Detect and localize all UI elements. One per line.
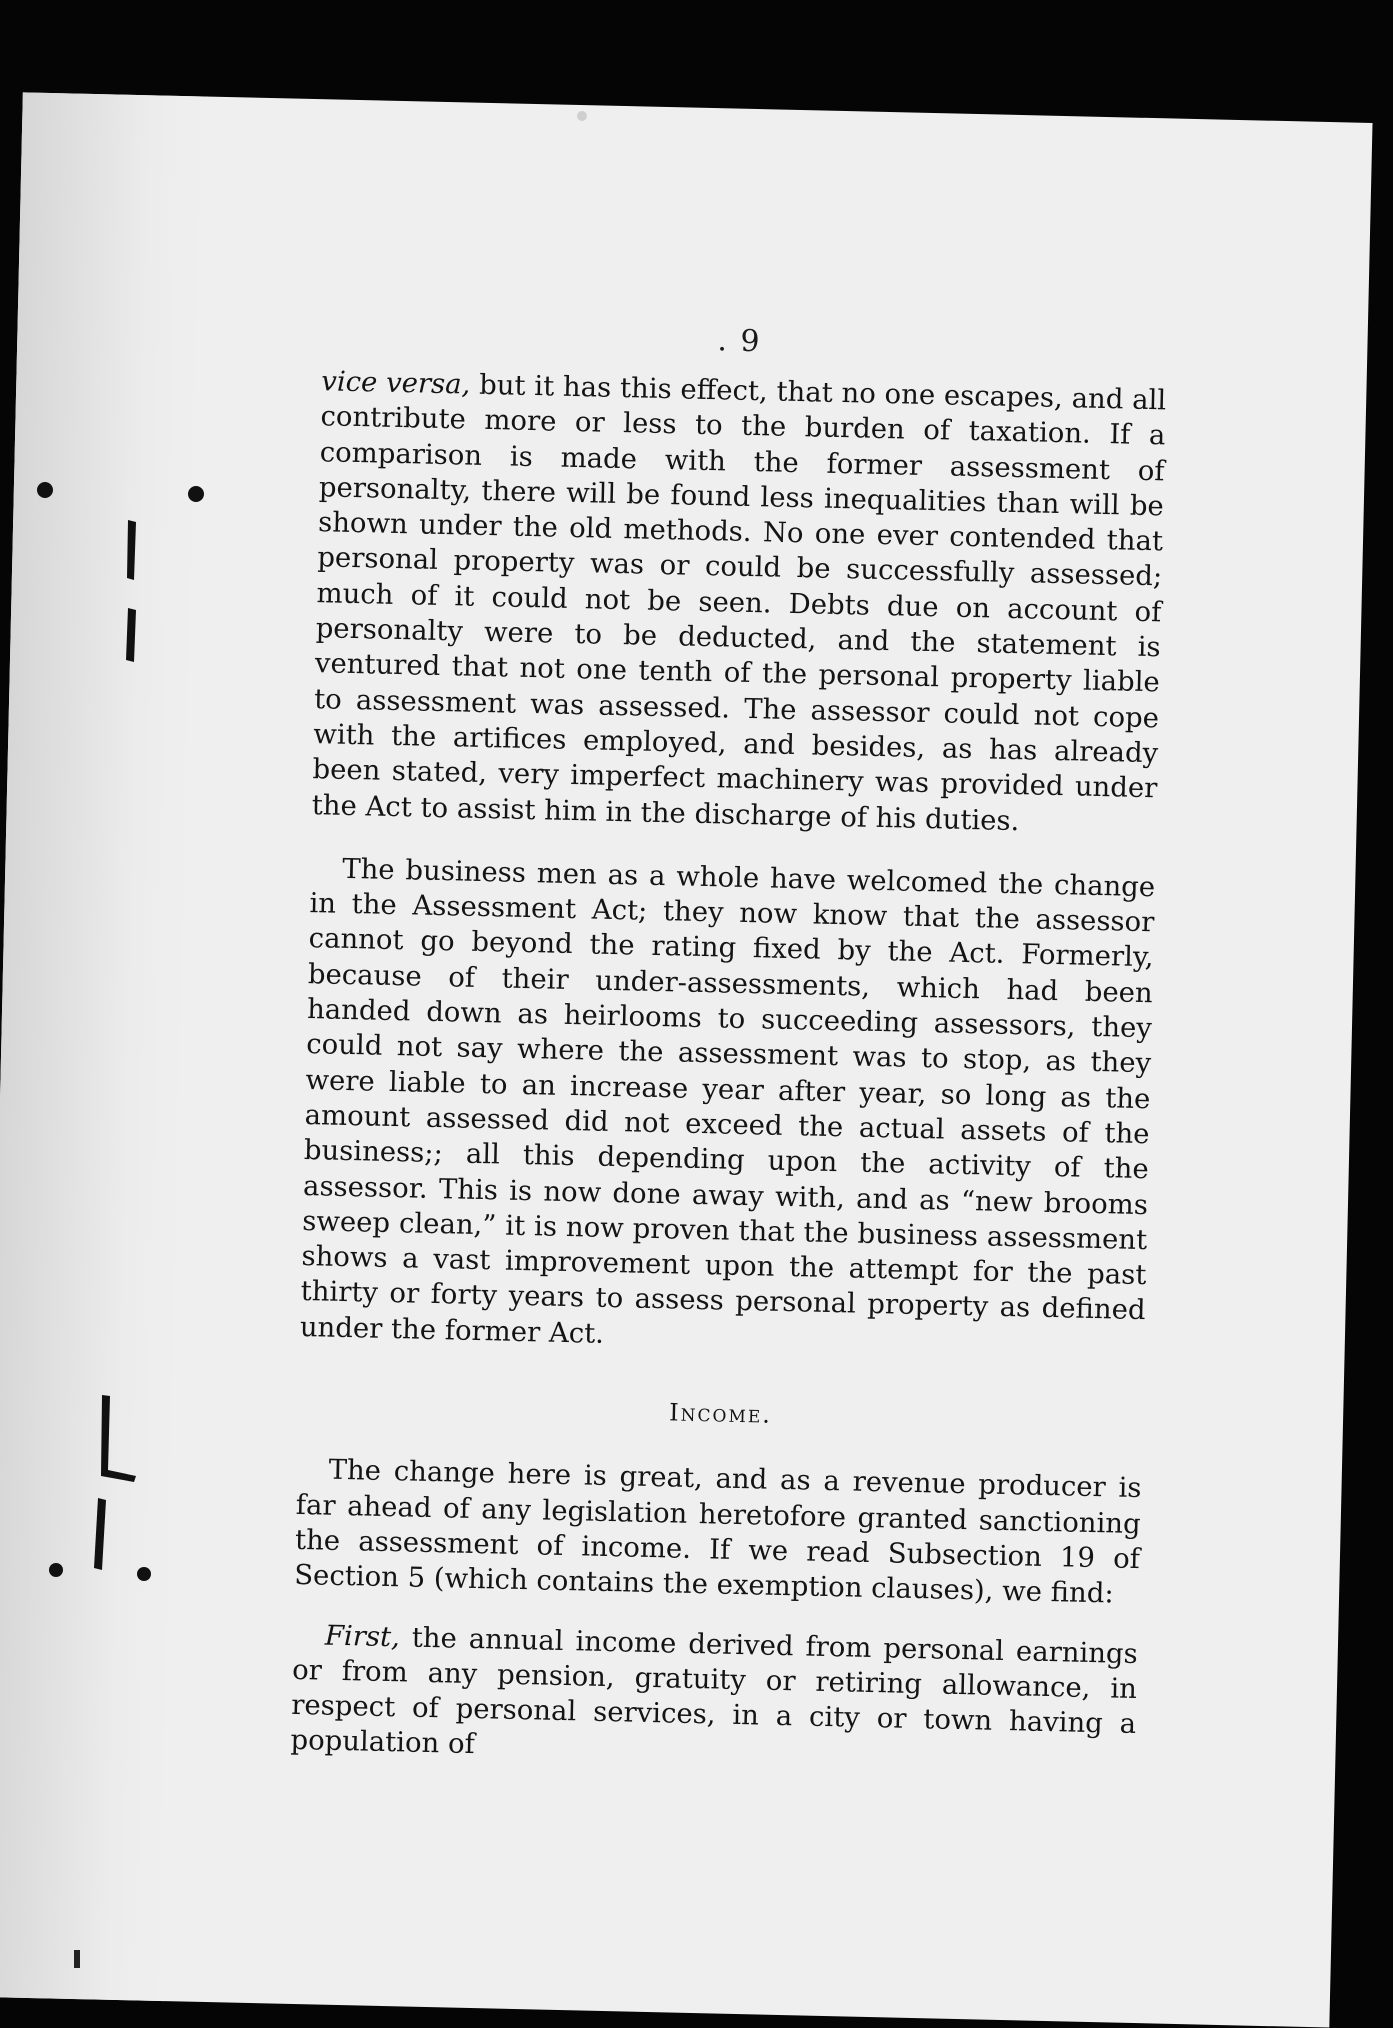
- margin-mark-3: [101, 1395, 136, 1482]
- binding-hole-left-bottom: [49, 1563, 63, 1577]
- binding-hole-right-top: [188, 486, 204, 502]
- bottom-edge-mark: [74, 1950, 80, 1968]
- paragraph-4-italic-lead: First,: [324, 1619, 401, 1653]
- paragraph-1-italic-lead: vice versa,: [321, 365, 471, 401]
- margin-mark-2: [126, 608, 136, 662]
- binding-hole-left-top: [37, 482, 53, 498]
- binding-hole-right-bottom: [137, 1567, 151, 1581]
- margin-mark-1: [127, 520, 136, 580]
- paragraph-3: The change here is great, and as a revenue producer is far ahead of any legislation heretofore granted sanctioning the assessment of income. If we read Subsection 19 of Section 5 (which contains the exemption clauses), we find:: [293, 1453, 1142, 1610]
- page-number: . 9: [717, 323, 762, 360]
- section-heading-income: Income.: [668, 1398, 773, 1429]
- paragraph-1-text: but it has this effect, that no one escapes, and all contribute more or less to the burden of taxation. If a comparison is made with the former assessment of personalty, there will be found less inequalities than will be shown under the old methods. No one ever contended that personal property was or could be successfully assessed; much of it could not be seen. Debts due on account of personalty were to be deducted, and the statement is ventured that not one tenth of the personal property liable to assessment was assessed. The assessor could not cope with the artifices employed, and besides, as has already been stated, very imperfect machinery was provided under the Act to assist him in the discharge of his duties.: [311, 368, 1167, 837]
- top-speck-mark: [577, 111, 587, 121]
- margin-mark-4: [94, 1498, 106, 1570]
- paragraph-2: The business men as a whole have welcomed the change in the Assessment Act; they now know that the assessor cannot go beyond the rating fixed by the Act. Formerly, because of their under-assessments, which had been handed down as heirlooms to succeeding assessors, they could not say where the assessment was to stop, as they were liable to an increase year after year, so long as the amount assessed did not exceed the actual assets of the business;; all this depending upon the activity of the assessor. This is now done away with, and as “new brooms sweep clean,” it is now proven that the business assessment shows a vast improvement upon the attempt for the past thirty or forty years to assess personal property as defined under the former Act.: [299, 852, 1156, 1350]
- paragraph-4-text: the annual income derived from personal earnings or from any pension, gratuity or retiring allowance, in respect of personal services, in a city or town having a population of: [290, 1620, 1139, 1761]
